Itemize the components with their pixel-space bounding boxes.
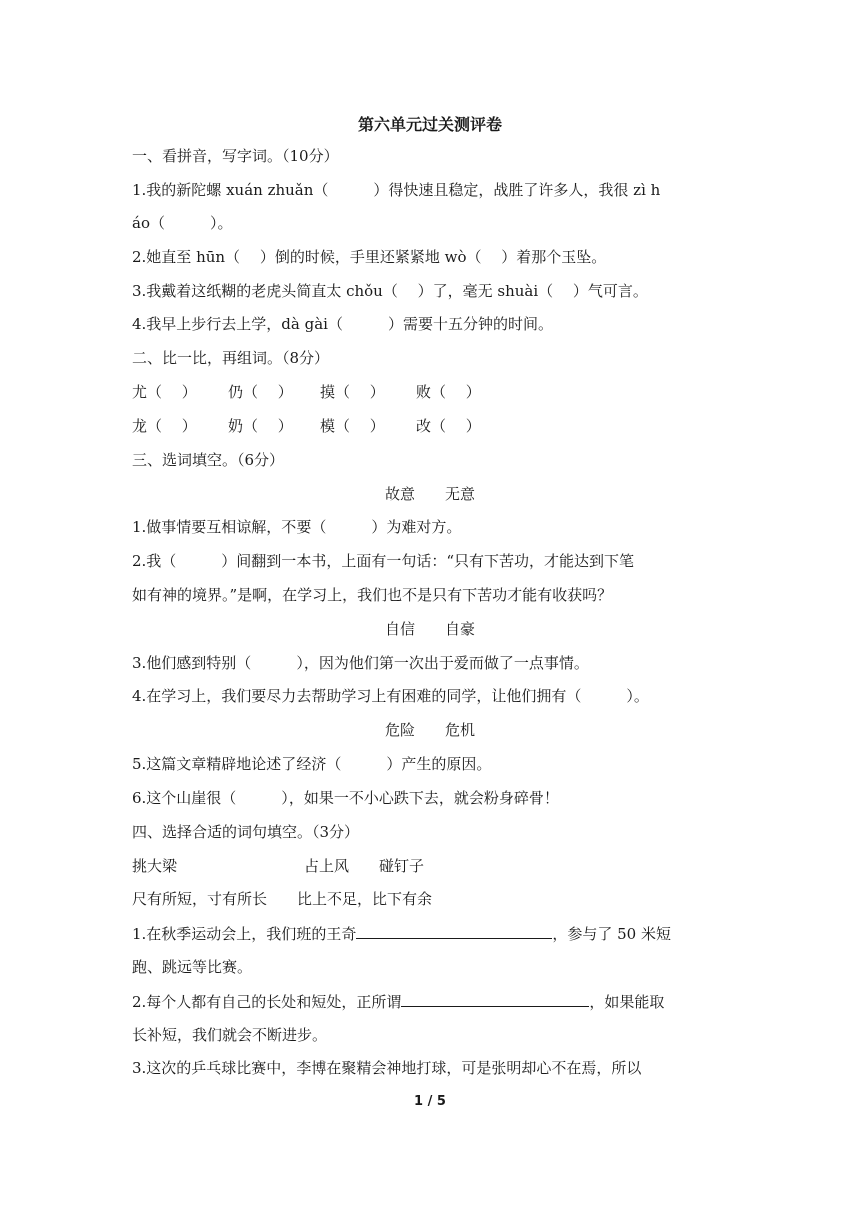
s1-question-4: 4.我早上步行去上学，dà gài（ ）需要十五分钟的时间。 bbox=[132, 315, 553, 333]
s3-word-choices-1: 故意 无意 bbox=[384, 485, 475, 503]
s2-item: 模（ ） bbox=[320, 417, 385, 435]
s1-question-1-cont: áo（ ）。 bbox=[132, 214, 233, 232]
s2-item: 摸（ ） bbox=[320, 383, 385, 401]
s1-question-1: 1.我的新陀螺 xuán zhuǎn（ ）得快速且稳定，战胜了许多人，我很 zì h bbox=[132, 181, 661, 199]
answer-blank[interactable] bbox=[356, 923, 552, 939]
s4-q2-text-end: ，如果能取 bbox=[589, 993, 665, 1011]
s4-options-row-1 bbox=[132, 856, 740, 876]
s3-word-choices-2: 自信 自豪 bbox=[384, 620, 475, 638]
s3-question-4: 4.在学习上，我们要尽力去帮助学习上有困难的同学，让他们拥有（ ）。 bbox=[132, 687, 649, 705]
s4-options-row-2: 尺有所短，寸有所长 比上不足，比下有余 bbox=[132, 890, 433, 908]
s4-question-2-cont: 长补短，我们就会不断进步。 bbox=[132, 1026, 328, 1044]
s2-item: 尤（ ） bbox=[132, 383, 197, 401]
page-title: 第六单元过关测评卷 bbox=[357, 115, 502, 134]
s3-question-3: 3.他们感到特别（ ），因为他们第一次出于爱而做了一点事情。 bbox=[132, 654, 589, 672]
s3-question-2: 2.我（ ）间翻到一本书，上面有一句话：“只有下苦功，才能达到下笔 bbox=[132, 552, 634, 570]
s2-item: 龙（ ） bbox=[132, 417, 197, 435]
s3-question-6: 6.这个山崖很（ ），如果一不小心跌下去，就会粉身碎骨！ bbox=[132, 789, 559, 807]
s3-question-5: 5.这篇文章精辟地论述了经济（ ）产生的原因。 bbox=[132, 755, 492, 773]
s3-word-choices-3: 危险 危机 bbox=[384, 721, 475, 739]
s2-row-2 bbox=[132, 416, 740, 436]
s3-question-2-cont: 如有神的境界。”是啊，在学习上，我们也不是只有下苦功才能有收获吗？ bbox=[132, 586, 613, 604]
s4-option: 挑大梁 bbox=[132, 857, 178, 875]
s4-question-1 bbox=[132, 923, 740, 944]
s2-item: 仍（ ） bbox=[228, 383, 293, 401]
s3-question-1: 1.做事情要互相谅解，不要（ ）为难对方。 bbox=[132, 518, 462, 536]
s2-row-1 bbox=[132, 382, 740, 402]
s4-question-1-cont: 跑、跳远等比赛。 bbox=[132, 958, 253, 976]
s4-question-2 bbox=[132, 991, 740, 1012]
s4-q1-text: 1.在秋季运动会上，我们班的王奇 bbox=[132, 925, 357, 943]
s4-option: 占上风 碰钉子 bbox=[304, 857, 425, 875]
section-3-heading: 三、选词填空。（6分） bbox=[132, 451, 285, 469]
page-number: 1 / 5 bbox=[414, 1094, 446, 1109]
s2-item: 败（ ） bbox=[416, 383, 481, 401]
s1-question-3: 3.我戴着这纸糊的老虎头简直太 chǒu（ ）了，毫无 shuài（ ）气可言。 bbox=[132, 282, 648, 300]
s4-q2-text: 2.每个人都有自己的长处和短处，正所谓 bbox=[132, 993, 402, 1011]
section-2-heading: 二、比一比，再组词。（8分） bbox=[132, 349, 330, 367]
s1-question-2: 2.她直至 hūn（ ）倒的时候，手里还紧紧地 wò（ ）着那个玉坠。 bbox=[132, 248, 607, 266]
s2-item: 改（ ） bbox=[416, 417, 481, 435]
answer-blank[interactable] bbox=[401, 991, 589, 1007]
section-4-heading: 四、选择合适的词句填空。（3分） bbox=[132, 823, 360, 841]
s2-item: 奶（ ） bbox=[228, 417, 293, 435]
section-1-heading: 一、看拼音，写字词。（10分） bbox=[132, 147, 339, 165]
s4-question-3: 3.这次的乒乓球比赛中，李博在聚精会神地打球，可是张明却心不在焉，所以 bbox=[132, 1059, 642, 1077]
s4-q1-text-end: ，参与了 50 米短 bbox=[552, 925, 671, 943]
